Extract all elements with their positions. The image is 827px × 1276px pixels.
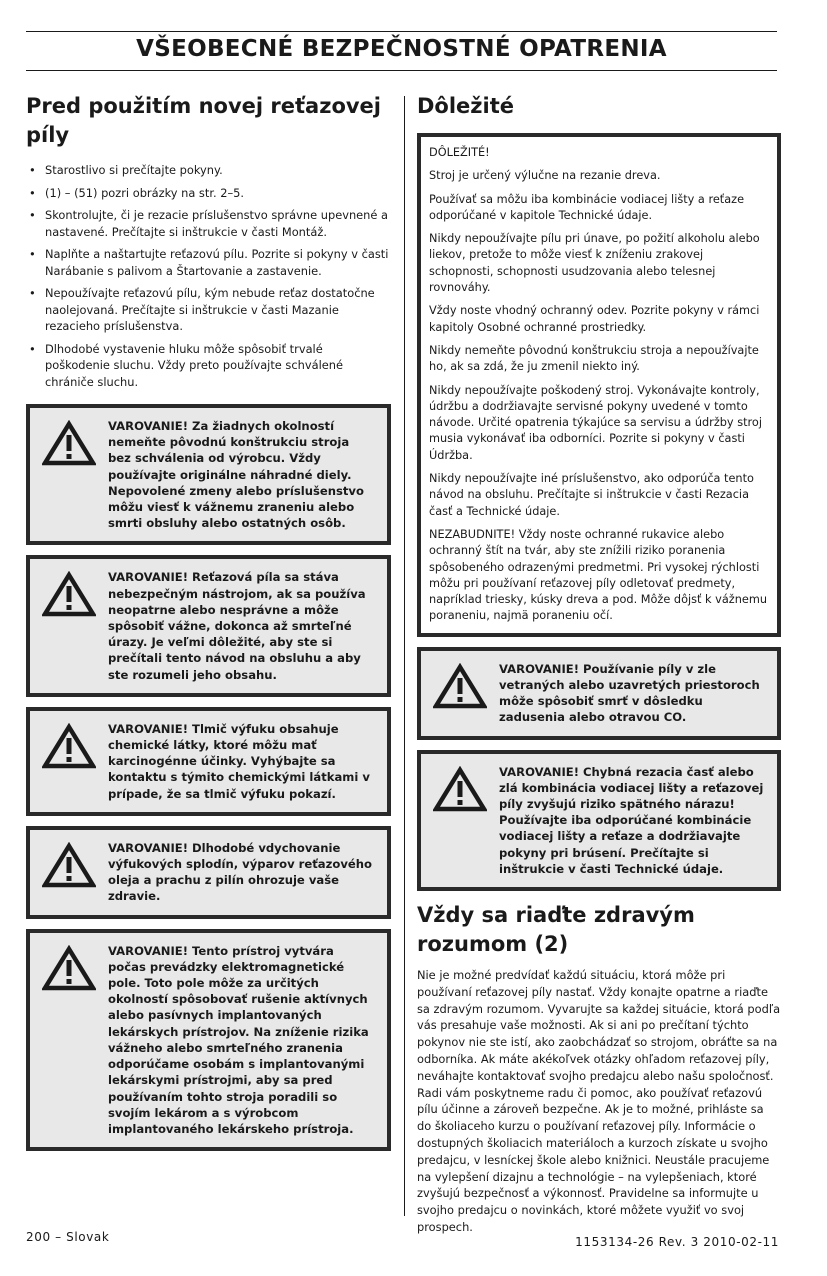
- warning-text: VAROVANIE! Chybná rezacia časť alebo zlá kombinácia vodiacej lišty a reťazovej píly zvyšujú riziko spätného nárazu! Používajte iba odporúčané kombinácie vodiacej lišty a reťaze a dodržiavajte pokyny pri brúsení. Prečítajte si inštrukcie v časti Technické údaje.: [499, 764, 764, 876]
- left-column: [26, 92, 391, 1161]
- warning-text: VAROVANIE! Používanie píly v zle vetraných alebo uzavretých priestoroch môže spôsobiť smrť v dôsledku zadusenia alebo otravou CO.: [499, 661, 760, 725]
- list-item: • Skontrolujte, či je rezacie príslušenstvo správne upevnené a nastavené. Prečítajte si inštrukcie v časti Montáž.: [29, 208, 388, 239]
- list-item-text: Nepoužívajte reťazovú pílu, kým nebude reťaz dostatočne naolejovaná. Prečítajte si inštrukcie v časti Mazanie rezacieho príslušenstva.: [45, 286, 375, 333]
- list-item: • (1) – (51) pozri obrázky na str. 2–5.: [29, 185, 245, 200]
- warning-text: VAROVANIE! Tento prístroj vytvára počas prevádzky elektromagnetické pole. Toto pole môže za určitých okolností spôsobovať rušenie aktívnych alebo pasívnych implantovaných lekárskych prístrojov. Na zníženie rizika vážneho alebo smrteľného zranenia odporúčame osobám s implantovanými lekárskymi prístrojmi, aby sa pred používaním tohto stroja poradili so svojím lekárom a s výrobcom implantovaného lekárskeho prístroja.: [108, 943, 369, 1136]
- footer-page-number: 200 – Slovak: [26, 1230, 110, 1244]
- list-item-text: Skontrolujte, či je rezacie príslušenstvo správne upevnené a nastavené. Prečítajte si inštrukcie v časti Montáž.: [45, 208, 388, 239]
- header-rule-bottom: [26, 70, 777, 71]
- warning-triangle-icon: [42, 571, 96, 617]
- section-heading-important: Dôležité: [417, 94, 515, 118]
- list-item: • Starostlivo si prečítajte pokyny.: [29, 163, 223, 177]
- warning-triangle-icon: [42, 723, 96, 769]
- notice-paragraph: Nikdy nepoužívajte iné príslušenstvo, ako odporúča tento návod na obsluhu. Prečítajte si inštrukcie v časti Rezacia časť a Technické údaje.: [429, 472, 754, 518]
- list-item-text: (1) – (51) pozri obrázky na str. 2–5.: [45, 185, 245, 200]
- notice-paragraph: DÔLEŽITÉ!: [429, 146, 490, 159]
- warning-triangle-icon: [42, 945, 96, 991]
- list-item-text: Dlhodobé vystavenie hluku môže spôsobiť trvalé poškodenie sluchu. Vždy preto používajte schválené chrániče sluchu.: [45, 341, 343, 389]
- warning-box: [26, 555, 391, 696]
- warning-text: VAROVANIE! Tlmič výfuku obsahuje chemické látky, ktoré môžu mať karcinogénne účinky. Vyhýbajte sa kontaktu s týmito chemickými látkami v prípade, že sa tlmič výfuku pokazí.: [108, 721, 370, 801]
- warning-box: [26, 404, 391, 545]
- warning-triangle-icon: [433, 663, 487, 709]
- warning-text: VAROVANIE! Reťazová píla sa stáva nebezpečným nástrojom, ak sa používa neopatrne alebo nesprávne a môže spôsobiť vážne, dokonca až smrteľné úrazy. Je veľmi dôležité, aby ste si prečítali tento návod na obsluhu a aby ste rozumeli jeho obsahu.: [108, 570, 366, 682]
- warning-triangle-icon: [42, 420, 96, 466]
- warning-box: [26, 929, 391, 1151]
- warning-box: [26, 826, 391, 919]
- warning-box: [26, 707, 391, 816]
- list-item-text: Naplňte a naštartujte reťazovú pílu. Pozrite si pokyny v časti Narábanie s palivom a Štartovanie a zastavenie.: [45, 247, 389, 278]
- warning-text: VAROVANIE! Za žiadnych okolností nemeňte pôvodnú konštrukciu stroja bez schválenia od výrobcu. Vždy používajte originálne náhradné diely. Nepovolené zmeny alebo príslušenstvo môžu viesť k vážnemu zraneniu alebo smrti obsluhy alebo ostatných osôb.: [108, 419, 364, 531]
- list-item-text: Starostlivo si prečítajte pokyny.: [45, 163, 223, 177]
- before-use-list: [26, 162, 391, 390]
- list-item: • Naplňte a naštartujte reťazovú pílu. Pozrite si pokyny v časti Narábanie s palivom a Štartovanie a zastavenie.: [29, 247, 389, 278]
- notice-paragraph: Nikdy nepoužívajte poškodený stroj. Vykonávajte kontroly, údržbu a dodržiavajte servisné pokyny uvedené v tomto návode. Určité opatrenia týkajúce sa servisu a údržby stroj musia vykonávať iba odborníci. Pozrite si pokyny v časti Údržba.: [429, 383, 762, 462]
- section-heading-before-use: Pred použitím novej reťazovej píly: [26, 94, 382, 147]
- warning-triangle-icon: [42, 842, 96, 888]
- notice-paragraph: Nikdy nemeňte pôvodnú konštrukciu stroja a nepoužívajte ho, ak sa zdá, že ju zmenil niekto iný.: [429, 343, 759, 374]
- footer-document-code: 1153134-26 Rev. 3 2010-02-11: [575, 1235, 779, 1249]
- notice-paragraph: Používať sa môžu iba kombinácie vodiacej lišty a reťaze odporúčané v kapitole Technické údaje.: [429, 192, 745, 222]
- warning-triangle-icon: [433, 766, 487, 812]
- list-item: • Dlhodobé vystavenie hluku môže spôsobiť trvalé poškodenie sluchu. Vždy preto používajte schválené chrániče sluchu.: [29, 341, 343, 389]
- notice-paragraph: Stroj je určený výlučne na rezanie dreva.: [429, 169, 661, 183]
- notice-paragraph: Vždy noste vhodný ochranný odev. Pozrite pokyny v rámci kapitoly Osobné ochranné prostriedky.: [429, 304, 760, 334]
- notice-paragraph: NEZABUDNITE! Vždy noste ochranné rukavice alebo ochranný štít na tvár, aby ste znížili riziko poranenia spôsobeného odrazenými predmetmi. Pri vysokej rýchlosti môžu pri používaní reťazovej píly odletovať predmety, napríklad triesky, kúsky dreva a pod. Môže dôjsť k vážnemu poraneniu, najmä poraneniu očí.: [429, 527, 767, 623]
- warning-box: [417, 647, 781, 740]
- warning-box: [417, 750, 781, 891]
- right-column: [417, 92, 781, 1236]
- common-sense-paragraph: Nie je možné predvídať každú situáciu, ktorá môže pri používaní reťazovej píly nastať. Vždy konajte opatrne a riaďte sa zdravým rozumom. Vyvarujte sa každej situácie, ktorá podľa vás presahuje vaše možnosti. Ak si ani po prečítaní týchto pokynov nie ste istí, ako zaobchádzať so strojom, obráťte sa na odborníka. Ak máte akékoľvek otázky ohľadom reťazovej píly, neváhajte kontaktovať svojho predajcu alebo našu spoločnosť. Radi vám poskytneme radu či pomoc, ako používať reťazovú pílu účinne a zároveň bezpečne. Ak je to možné, prihláste sa do školiaceho kurzu o používaní reťazovej píly. Informácie o dostupných školiacich materiáloch a kurzoch získate u svojho predajcu, v lesníckej škole alebo knižnici. Neustále pracujeme na vylepšení dizajnu a technológie – na vylepšeniach, ktoré zvyšujú bezpečnosť a výkonnosť. Pravidelne sa informujte u svojho predajcu o novinkách, ktoré môžete využiť vo svoj prospech.: [417, 967, 781, 1234]
- page-title: VŠEOBECNÉ BEZPEČNOSTNÉ OPATRENIA: [136, 36, 667, 62]
- column-divider: [404, 96, 405, 1216]
- notice-paragraph: Nikdy nepoužívajte pílu pri únave, po požití alkoholu alebo liekov, pretože to môže viesť k zníženiu zrakovej schopnosti, schopnosti usudzovania alebo telesnej rovnováhy.: [429, 232, 760, 295]
- header-rule-top: [26, 31, 777, 32]
- warning-text: VAROVANIE! Dlhodobé vdychovanie výfukových splodín, výparov reťazového oleja a prachu z pilín ohrozuje vaše zdravie.: [108, 840, 372, 904]
- list-item: • Nepoužívajte reťazovú pílu, kým nebude reťaz dostatočne naolejovaná. Prečítajte si inštrukcie v časti Mazanie rezacieho príslušenstva.: [29, 286, 375, 333]
- important-notice-box: [417, 133, 781, 637]
- section-heading-common-sense: Vždy sa riaďte zdravým rozumom (2): [417, 902, 695, 956]
